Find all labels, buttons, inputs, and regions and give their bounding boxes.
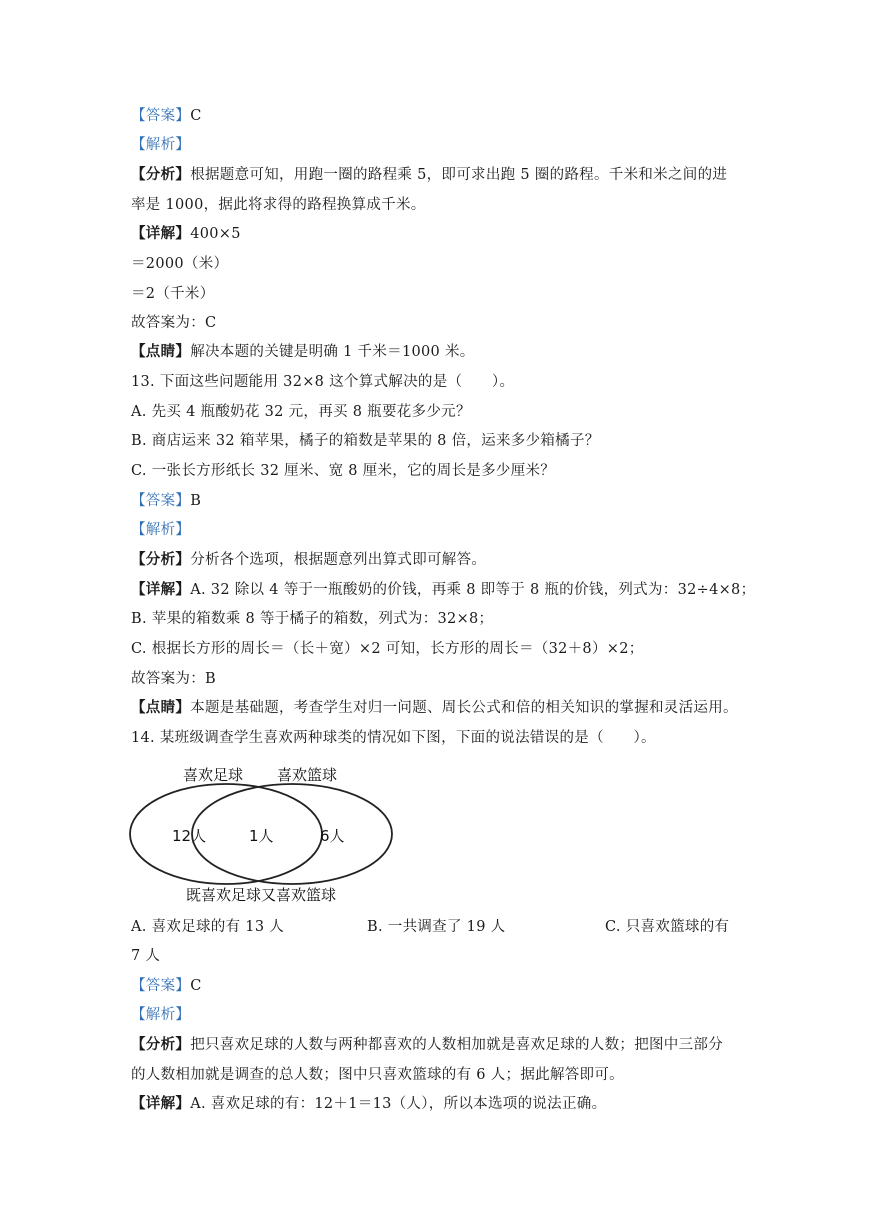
answer-value: B <box>190 493 202 509</box>
q12-xiangjie-line1 <box>131 224 241 244</box>
q12-xiangjie-line2: ＝2000（米） <box>131 256 229 272</box>
q12-xiangjie-line3: ＝2（千米） <box>131 286 215 302</box>
q14-analysis-heading <box>131 1005 190 1025</box>
answer-tag: 【答案】 <box>131 978 191 994</box>
q14-question: 14. 某班级调查学生喜欢两种球类的情况如下图，下面的说法错误的是（ ）。 <box>131 730 656 746</box>
q12-dianjing <box>131 342 475 362</box>
q12-analysis-heading <box>131 135 190 155</box>
venn-label-both: 既喜欢足球又喜欢篮球 <box>186 886 337 904</box>
q12-answer <box>131 106 202 126</box>
xiangjie-tag: 【详解】 <box>131 581 191 598</box>
q13-fenxi <box>131 550 486 570</box>
answer-value: C <box>190 978 202 994</box>
xiangjie-text: A. 喜欢足球的有：12＋1＝13（人），所以本选项的说法正确。 <box>190 1096 607 1112</box>
dianjing-text: 解决本题的关键是明确 1 千米＝1000 米。 <box>190 344 475 360</box>
q12-fenxi-line2: 率是 1000，据此将求得的路程换算成千米。 <box>131 197 426 213</box>
q14-fenxi-line1 <box>131 1035 723 1055</box>
venn-value-basketball-only: 6人 <box>320 827 345 845</box>
q14-option-a: A. 喜欢足球的有 13 人 <box>131 919 285 935</box>
q13-xiangjie-line3: C. 根据长方形的周长＝（长＋宽）×2 可知，长方形的周长＝（32＋8）×2； <box>131 641 644 657</box>
xiangjie-tag: 【详解】 <box>131 1095 191 1112</box>
fenxi-tag: 【分析】 <box>131 166 191 183</box>
analysis-tag: 【解析】 <box>131 1007 191 1023</box>
venn-value-both: 1人 <box>249 827 274 845</box>
venn-value-football-only: 12人 <box>172 827 207 845</box>
venn-circle-football <box>130 784 322 884</box>
q13-question: 13. 下面这些问题能用 32×8 这个算式解决的是（ ）。 <box>131 374 515 390</box>
answer-value: C <box>190 108 202 124</box>
xiangjie-text: 400×5 <box>190 226 241 242</box>
q14-option-b: B. 一共调查了 19 人 <box>367 919 506 935</box>
q13-conclusion: 故答案为：B <box>131 671 216 687</box>
q12-conclusion: 故答案为：C <box>131 315 217 331</box>
q14-option-c-cont: 7 人 <box>131 948 161 964</box>
fenxi-tag: 【分析】 <box>131 1036 191 1053</box>
dianjing-tag: 【点睛】 <box>131 699 191 716</box>
xiangjie-tag: 【详解】 <box>131 225 191 242</box>
fenxi-tag: 【分析】 <box>131 551 191 568</box>
q14-xiangjie-line1 <box>131 1094 606 1114</box>
q13-dianjing <box>131 698 738 718</box>
analysis-tag: 【解析】 <box>131 522 191 538</box>
venn-circle-basketball <box>192 784 392 884</box>
fenxi-text: 分析各个选项，根据题意列出算式即可解答。 <box>190 552 487 568</box>
fenxi-text: 把只喜欢足球的人数与两种都喜欢的人数相加就是喜欢足球的人数；把图中三部分 <box>190 1037 723 1053</box>
q13-option-c: C. 一张长方形纸长 32 厘米、宽 8 厘米，它的周长是多少厘米？ <box>131 463 556 479</box>
fenxi-text: 根据题意可知，用跑一圈的路程乘 5，即可求出跑 5 圈的路程。千米和米之间的进 <box>190 167 728 183</box>
venn-label-basketball: 喜欢篮球 <box>277 766 338 784</box>
q13-answer <box>131 491 201 511</box>
q13-xiangjie-line2: B. 苹果的箱数乘 8 等于橘子的箱数，列式为：32×8； <box>131 611 494 627</box>
q12-fenxi-line1 <box>131 165 727 185</box>
q14-answer <box>131 976 202 996</box>
dianjing-tag: 【点睛】 <box>131 343 191 360</box>
q13-analysis-heading <box>131 520 190 540</box>
answer-tag: 【答案】 <box>131 493 191 509</box>
q14-fenxi-line2: 的人数相加就是调查的总人数；图中只喜欢篮球的有 6 人；据此解答即可。 <box>131 1067 624 1083</box>
q13-option-a: A. 先买 4 瓶酸奶花 32 元，再买 8 瓶要花多少元？ <box>131 404 471 420</box>
venn-label-football: 喜欢足球 <box>183 766 244 784</box>
answer-tag: 【答案】 <box>131 108 191 124</box>
dianjing-text: 本题是基础题，考查学生对归一问题、周长公式和倍的相关知识的掌握和灵活运用。 <box>190 700 738 716</box>
venn-diagram <box>128 762 396 902</box>
analysis-tag: 【解析】 <box>131 137 191 153</box>
xiangjie-text: A. 32 除以 4 等于一瓶酸奶的价钱，再乘 8 即等于 8 瓶的价钱，列式为：32÷4×8； <box>190 582 756 598</box>
q14-option-c: C. 只喜欢篮球的有 <box>605 919 730 935</box>
q13-xiangjie-line1 <box>131 580 755 600</box>
q13-option-b: B. 商店运来 32 箱苹果，橘子的箱数是苹果的 8 倍，运来多少箱橘子？ <box>131 433 600 449</box>
